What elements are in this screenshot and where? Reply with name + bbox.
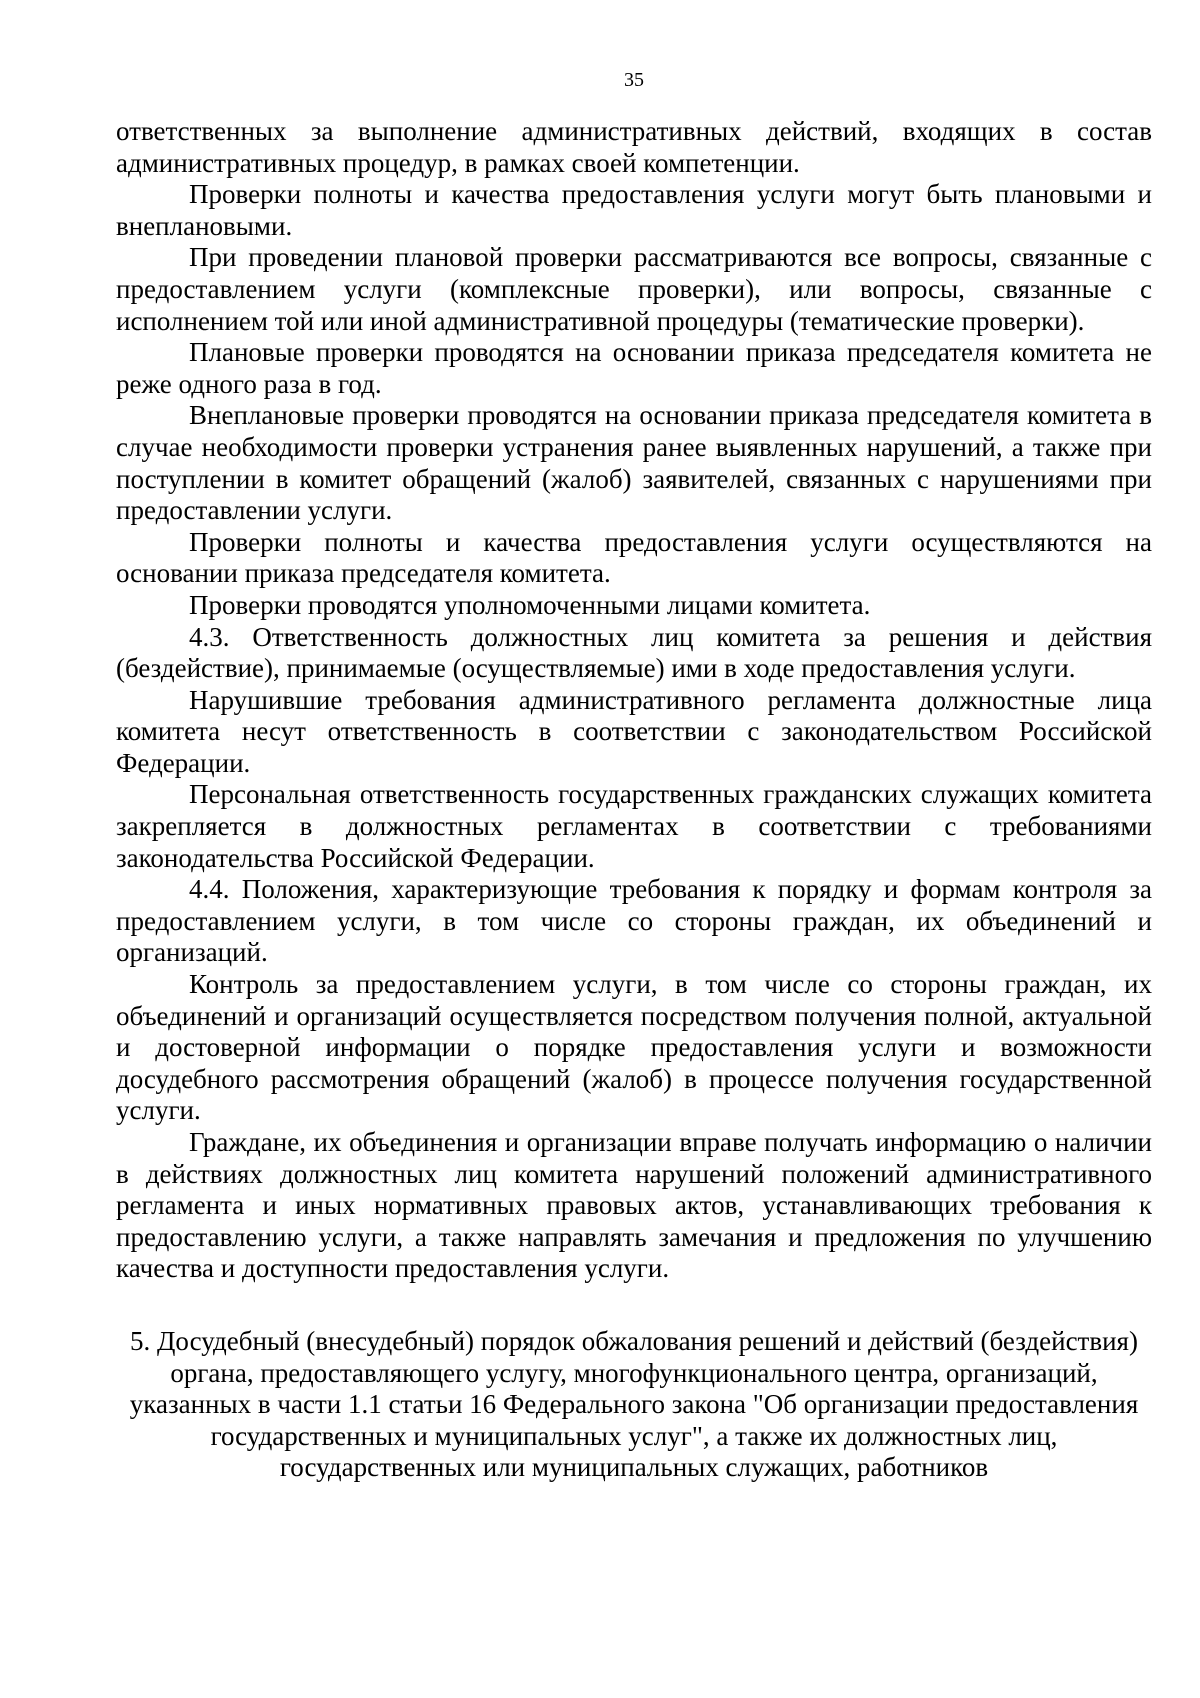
paragraph: Граждане, их объединения и организации вправе получать информацию о наличии в действиях должностных лиц комитета нарушений положений административного регламента и иных нормативных правовых актов, устанавливающих требования к предоставлению услуги, а также направлять замечания и предложения по улучшению качества и доступности предоставления услуги.	[116, 1127, 1152, 1284]
section-5-heading: 5. Досудебный (внесудебный) порядок обжалования решений и действий (бездействия) органа, предоставляющего услугу, многофункционального центра, организаций, указанных в части 1.1 статьи 16 Федерального закона "Об организации предоставления государственных и муниципальных услуг", а также их должностных лиц, государственных или муниципальных служащих, работников	[129, 1325, 1139, 1483]
subsection-4-4: 4.4. Положения, характеризующие требования к порядку и формам контроля за предоставлением услуги, в том числе со стороны граждан, их объединений и организаций.	[116, 874, 1152, 968]
subsection-4-3: 4.3. Ответственность должностных лиц комитета за решения и действия (бездействие), принимаемые (осуществляемые) ими в ходе предоставления услуги.	[116, 621, 1152, 684]
paragraph: Проверки полноты и качества предоставления услуги осуществляются на основании приказа председателя комитета.	[116, 526, 1152, 589]
paragraph: При проведении плановой проверки рассматриваются все вопросы, связанные с предоставлением услуги (комплексные проверки), или вопросы, связанные с исполнением той или иной административной процедуры (тематические проверки).	[116, 242, 1152, 336]
paragraph: Персональная ответственность государственных гражданских служащих комитета закрепляется в должностных регламентах в соответствии с требованиями законодательства Российской Федерации.	[116, 779, 1152, 873]
paragraph: Контроль за предоставлением услуги, в том числе со стороны граждан, их объединений и организаций осуществляется посредством получения полной, актуальной и достоверной информации о порядке предоставления услуги и возможности досудебного рассмотрения обращений (жалоб) в процессе получения государственной услуги.	[116, 969, 1152, 1126]
paragraph: Плановые проверки проводятся на основании приказа председателя комитета не реже одного раза в год.	[116, 337, 1152, 399]
page-number: 35	[624, 69, 644, 91]
paragraph-continuation: ответственных за выполнение административных действий, входящих в состав административных процедур, в рамках своей компетенции.	[116, 116, 1152, 178]
paragraph: Проверки полноты и качества предоставления услуги могут быть плановыми и внеплановыми.	[116, 179, 1152, 241]
paragraph: Нарушившие требования административного регламента должностные лица комитета несут ответственность в соответствии с законодательством Российской Федерации.	[116, 684, 1152, 778]
paragraph: Проверки проводятся уполномоченными лицами комитета.	[189, 589, 871, 620]
document-body	[116, 116, 1152, 1484]
paragraph: Внеплановые проверки проводятся на основании приказа председателя комитета в случае необходимости проверки устранения ранее выявленных нарушений, а также при поступлении в комитет обращений (жалоб) заявителей, связанных с нарушениями при предоставлении услуги.	[116, 400, 1152, 526]
